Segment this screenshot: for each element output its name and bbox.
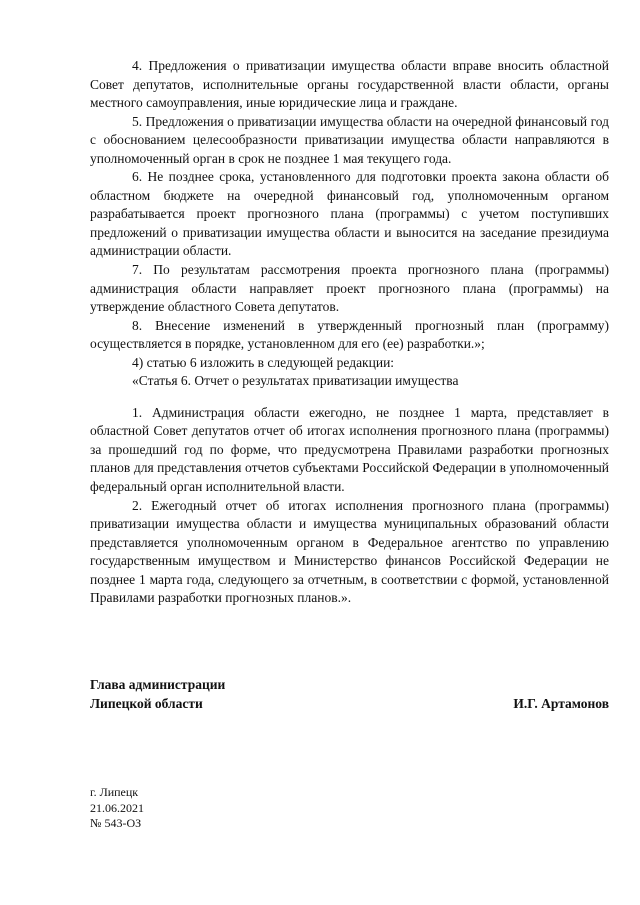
- document-meta: [90, 785, 144, 832]
- meta-date: 21.06.2021: [90, 800, 144, 815]
- signature-row: [90, 695, 609, 714]
- signatory-position-line2: Липецкой области: [90, 695, 203, 711]
- signature-block: [90, 676, 609, 713]
- paragraph-item-8: 8. Внесение изменений в утвержденный прогнозный план (программу) осуществляется в порядке, установленном для его (ее) разработки.»;: [90, 317, 609, 352]
- document-body: [90, 57, 609, 608]
- paragraph-item-5: 5. Предложения о приватизации имущества области на очередной финансовый год с обоснованием целесообразности приватизации имущества области направляются в уполномоченный орган в срок не позднее 1 мая текущего года.: [90, 113, 609, 166]
- article-6-clause-1: 1. Администрация области ежегодно, не позднее 1 марта, представляет в областной Совет депутатов отчет об итогах исполнения прогнозного плана (программы) за прошедший год по форме, что предусмотрена Правилами разработки прогнозных планов для представления отчетов субъектами Российской Федерации в уполномоченный федеральный орган исполнительной власти.: [90, 404, 609, 495]
- signatory-name: И.Г. Артамонов: [513, 695, 609, 711]
- meta-city: г. Липецк: [90, 785, 139, 799]
- paragraph-item-4: 4. Предложения о приватизации имущества области вправе вносить областной Совет депутатов, исполнительные органы государственной власти области, органы местного самоуправления, иные юридические лица и граждане.: [90, 58, 609, 111]
- amendment-instruction: 4) статью 6 изложить в следующей редакции:: [132, 354, 395, 370]
- paragraph-item-7: 7. По результатам рассмотрения проекта прогнозного плана (программы) администрация области направляет проект прогнозного плана (программы) на утверждение областного Совета депутатов.: [90, 262, 609, 315]
- signatory-position-line1: Глава администрации: [90, 677, 226, 692]
- paragraph-item-6: 6. Не позднее срока, установленного для подготовки проекта закона области об областном бюджете на очередной финансовый год, уполномоченным органом разрабатывается проект прогнозного плана (программы) с учетом поступивших предложений о приватизации имущества области и выносится на заседание президиума администрации области.: [90, 169, 609, 259]
- article-6-clause-2: 2. Ежегодный отчет об итогах исполнения прогнозного плана (программы) приватизации имущества области и имущества муниципальных образований области представляется уполномоченным органом в Федеральное агентство по управлению государственным имуществом и Министерство финансов Российской Федерации не позднее 1 марта года, следующего за отчетным, в соответствии с формой, установленной Правилами разработки прогнозных планов.».: [90, 497, 609, 606]
- meta-law-number: № 543-ОЗ: [90, 816, 142, 830]
- section-gap: [90, 391, 609, 404]
- article-6-heading: «Статья 6. Отчет о результатах приватизации имущества: [132, 373, 459, 389]
